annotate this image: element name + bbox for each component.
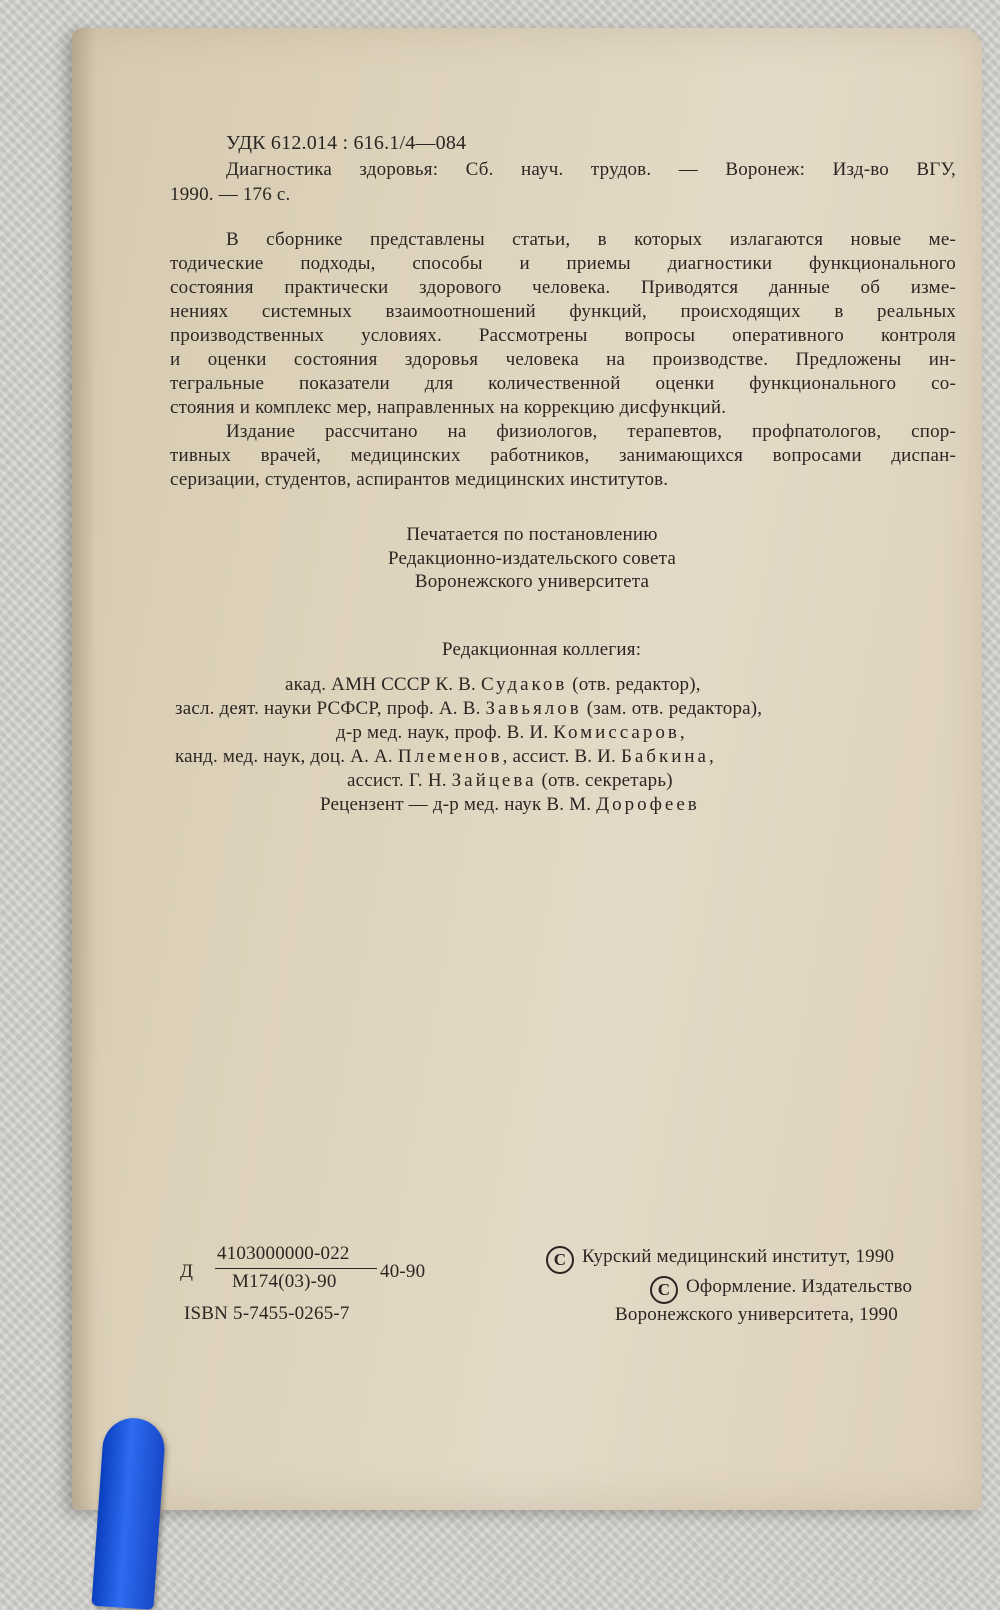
member-name: Завьялов bbox=[485, 698, 582, 719]
imprint-note bbox=[72, 523, 962, 594]
member-role: , bbox=[679, 722, 685, 743]
abstract-line: тодические подходы, способы и приемы диагностики функционального bbox=[170, 253, 956, 274]
member-name: Судаков bbox=[480, 674, 568, 695]
member-role: (отв. редактор), bbox=[567, 674, 701, 695]
abstract-line: тегральные показатели для количественной оценки функционального со- bbox=[170, 373, 956, 394]
member-role: (отв. секретарь) bbox=[536, 770, 673, 791]
abstract-line: серизации, студентов, аспирантов медицинских институтов. bbox=[170, 469, 669, 490]
board-member bbox=[347, 769, 673, 793]
bibliographic-line-1: Диагностика здоровья: Сб. науч. трудов. — Воронеж: Изд-во ВГУ, bbox=[226, 159, 956, 180]
abstract-line: состояния практически здорового человека. Приводятся данные об изме- bbox=[170, 277, 956, 298]
abstract-line: В сборнике представлены статьи, в которых излагаются новые ме- bbox=[226, 229, 956, 250]
member-title: ассист. Г. Н. bbox=[347, 770, 452, 791]
copyright-icon: C bbox=[546, 1246, 574, 1274]
board-member bbox=[336, 721, 685, 745]
abstract-line: и оценки состояния здоровья человека на производстве. Предложены ин- bbox=[170, 349, 956, 370]
copyright-text: Курский медицинский институт, 1990 bbox=[582, 1246, 895, 1267]
index-letter: Д bbox=[180, 1261, 194, 1282]
imprint-line: Воронежского университета bbox=[414, 571, 650, 592]
imprint-line: Печатается по постановлению bbox=[406, 524, 658, 545]
member-name: Зайцева bbox=[451, 770, 537, 791]
board-member bbox=[175, 697, 762, 721]
index-code: 40-90 bbox=[380, 1261, 426, 1282]
board-member bbox=[175, 745, 714, 769]
member-title: акад. АМН СССР К. В. bbox=[285, 674, 481, 695]
member-title: засл. деят. науки РСФСР, проф. А. В. bbox=[175, 698, 486, 719]
member-title: , ассист. В. И. bbox=[502, 746, 621, 767]
abstract-line: стояния и комплекс мер, направленных на коррекцию дисфункций. bbox=[170, 397, 727, 418]
copyright-line bbox=[546, 1245, 894, 1274]
imprint-line: Редакционно-издательского совета bbox=[387, 547, 676, 569]
abstract-line: нениях системных взаимоотношений функций, происходящих в реальных bbox=[170, 301, 956, 322]
editorial-board-heading: Редакционная коллегия: bbox=[442, 639, 642, 660]
udk-code: УДК 612.014 : 616.1/4—084 bbox=[226, 132, 467, 154]
copyright-icon: C bbox=[650, 1276, 678, 1304]
member-title: канд. мед. наук, доц. А. А. bbox=[175, 746, 398, 767]
abstract-line: производственных условиях. Рассмотрены вопросы оперативного контроля bbox=[170, 325, 956, 346]
abstract-line: Издание рассчитано на физиологов, терапевтов, профпатологов, спор- bbox=[226, 421, 956, 442]
member-name: Бабкина bbox=[620, 746, 709, 767]
bibliographic-line-2: 1990. — 176 с. bbox=[170, 184, 291, 205]
fraction-bar bbox=[215, 1268, 377, 1269]
reviewer bbox=[320, 793, 700, 817]
member-role: (зам. отв. редактора), bbox=[581, 698, 763, 719]
member-name: Комиссаров bbox=[553, 722, 680, 743]
copyright-text: Оформление. Издательство bbox=[686, 1276, 913, 1297]
reviewer-title: Рецензент — д-р мед. наук В. М. bbox=[320, 794, 597, 815]
member-title: д-р мед. наук, проф. В. И. bbox=[336, 722, 554, 743]
member-name: Племенов bbox=[397, 746, 503, 767]
abstract-line: тивных врачей, медицинских работников, занимающихся вопросами диспан- bbox=[170, 445, 956, 466]
board-member bbox=[285, 673, 701, 697]
isbn: ISBN 5-7455-0265-7 bbox=[184, 1303, 350, 1324]
book-page bbox=[72, 28, 982, 1510]
index-denominator: М174(03)-90 bbox=[232, 1271, 337, 1292]
reviewer-name: Дорофеев bbox=[596, 794, 700, 815]
index-numerator: 4103000000-022 bbox=[217, 1243, 350, 1264]
blue-pen bbox=[91, 1416, 166, 1610]
copyright-line: Воронежского университета, 1990 bbox=[615, 1304, 898, 1325]
member-role: , bbox=[708, 746, 714, 767]
copyright-line bbox=[650, 1275, 912, 1304]
